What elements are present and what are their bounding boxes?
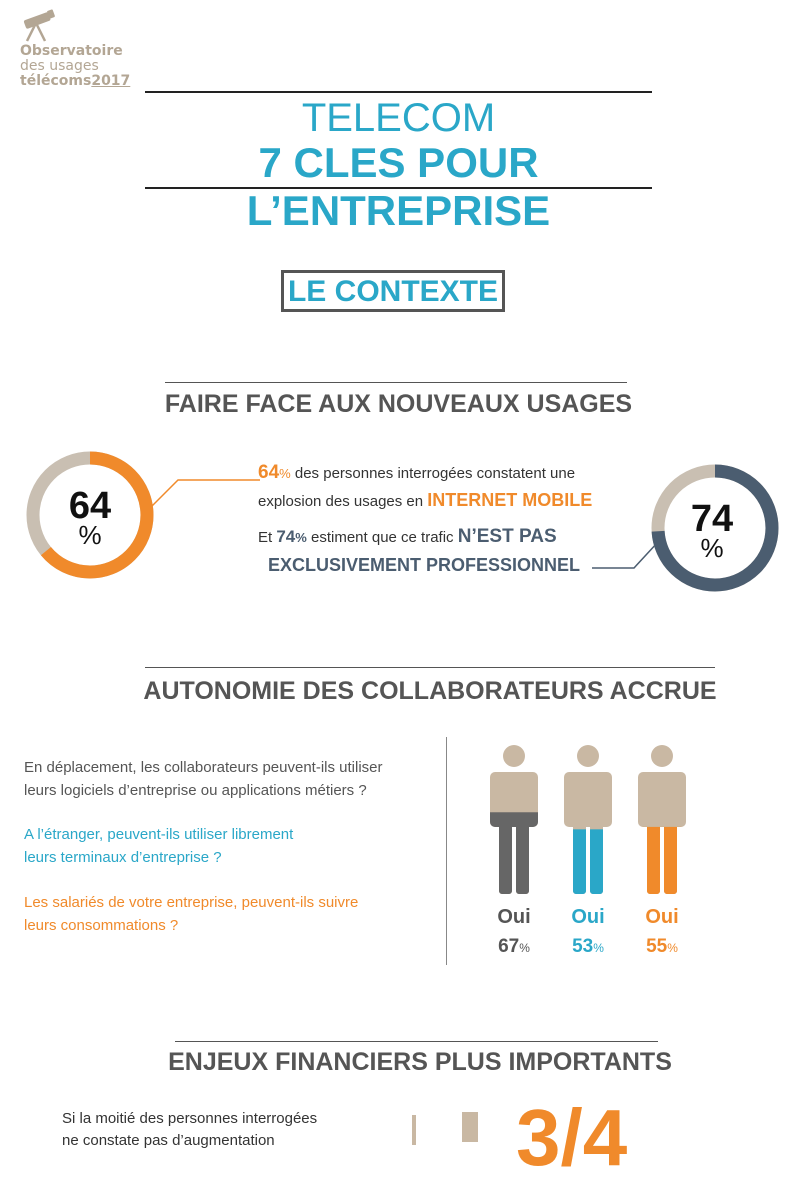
logo-year: 2017 xyxy=(91,73,131,89)
question-2-line-1: A l’étranger, peuvent-ils utiliser librement xyxy=(24,826,294,843)
figure-percent-value: 67 xyxy=(498,936,520,957)
financiers-text xyxy=(62,1108,317,1152)
person-icon xyxy=(632,742,692,897)
title-rule-bottom xyxy=(145,187,652,189)
figure-percent xyxy=(558,936,618,958)
figure-label: Oui xyxy=(645,906,679,928)
person-figure-1 xyxy=(484,742,544,962)
stat-2-highlight-1: N’EST PAS xyxy=(457,526,557,547)
person-figure-3 xyxy=(632,742,692,962)
person-figure-2 xyxy=(558,742,618,962)
financiers-text-line-2: ne constate pas d’augmentation xyxy=(62,1132,275,1149)
connector-line-left xyxy=(150,470,270,510)
vertical-divider xyxy=(446,737,447,965)
stat-2-unit: % xyxy=(295,530,307,545)
financiers-bar xyxy=(462,1112,478,1142)
financiers-bracket xyxy=(412,1115,416,1145)
figure-label: Oui xyxy=(571,906,605,928)
question-1-line-2: leurs logiciels d’entreprise ou applications métiers ? xyxy=(24,782,367,799)
figure-percent-value: 53 xyxy=(572,936,594,957)
stat-2-prefix: Et xyxy=(258,529,277,546)
question-2-line-2: leurs terminaux d’entreprise ? xyxy=(24,849,222,866)
figure-percent-unit: % xyxy=(519,941,530,955)
stat-1-line-1 xyxy=(258,462,575,484)
logo-line-3 xyxy=(20,74,130,89)
question-3-line-2: leurs consommations ? xyxy=(24,917,179,934)
stat-1-text: des personnes interrogées constatent une xyxy=(290,465,576,482)
stat-2-number: 74 xyxy=(276,527,296,546)
financiers-heading: ENJEUX FINANCIERS PLUS IMPORTANTS xyxy=(168,1048,672,1076)
autonomie-heading: AUTONOMIE DES COLLABORATEURS ACCRUE xyxy=(143,677,717,705)
figure-percent xyxy=(632,936,692,958)
figure-percent-value: 55 xyxy=(646,936,668,957)
usages-heading: FAIRE FACE AUX NOUVEAUX USAGES xyxy=(164,390,633,418)
title-line-1: TELECOM xyxy=(301,96,496,140)
logo-line-2: des usages xyxy=(20,58,99,74)
question-3-line-1: Les salariés de votre entreprise, peuvent-ils suivre xyxy=(24,894,359,911)
stat-2-text: estiment que ce trafic xyxy=(306,529,458,546)
donut-74-unit: % xyxy=(700,533,724,563)
donut-74-value: 74 xyxy=(690,498,734,540)
donut-64-value: 64 xyxy=(68,485,112,527)
stat-1-line-2-text: explosion des usages en xyxy=(258,493,428,510)
person-icon xyxy=(484,742,544,897)
stat-2-line-1 xyxy=(258,526,557,548)
title-rule-top xyxy=(145,91,652,93)
logo-line-1: Observatoire xyxy=(20,43,123,59)
stat-1-line-2 xyxy=(258,490,592,511)
autonomie-rule xyxy=(145,667,715,668)
person-icon xyxy=(558,742,618,897)
question-2 xyxy=(24,823,293,869)
logo-word: télécoms xyxy=(20,73,92,89)
financiers-big-value: 3/4 xyxy=(516,1093,628,1182)
stat-1-unit: % xyxy=(279,466,291,481)
stat-1-number: 64 xyxy=(258,462,280,483)
section-label: LE CONTEXTE xyxy=(281,270,505,312)
stat-1-highlight: INTERNET MOBILE xyxy=(427,490,593,510)
usages-rule xyxy=(165,382,627,383)
question-3 xyxy=(24,891,358,937)
financiers-text-line-1: Si la moitié des personnes interrogées xyxy=(62,1110,318,1127)
telescope-icon xyxy=(18,8,58,44)
donut-64-unit: % xyxy=(78,520,102,550)
figure-percent xyxy=(484,936,544,958)
question-1-line-1: En déplacement, les collaborateurs peuvent-ils utiliser xyxy=(24,759,383,776)
figure-percent-unit: % xyxy=(593,941,604,955)
financiers-rule xyxy=(175,1041,658,1042)
figure-label: Oui xyxy=(497,906,531,928)
figure-percent-unit: % xyxy=(667,941,678,955)
logo xyxy=(14,8,154,98)
stat-2-highlight-2: EXCLUSIVEMENT PROFESSIONNEL xyxy=(268,555,581,575)
question-1 xyxy=(24,756,383,802)
title-line-2: 7 CLES POUR L’ENTREPRISE xyxy=(246,139,551,234)
